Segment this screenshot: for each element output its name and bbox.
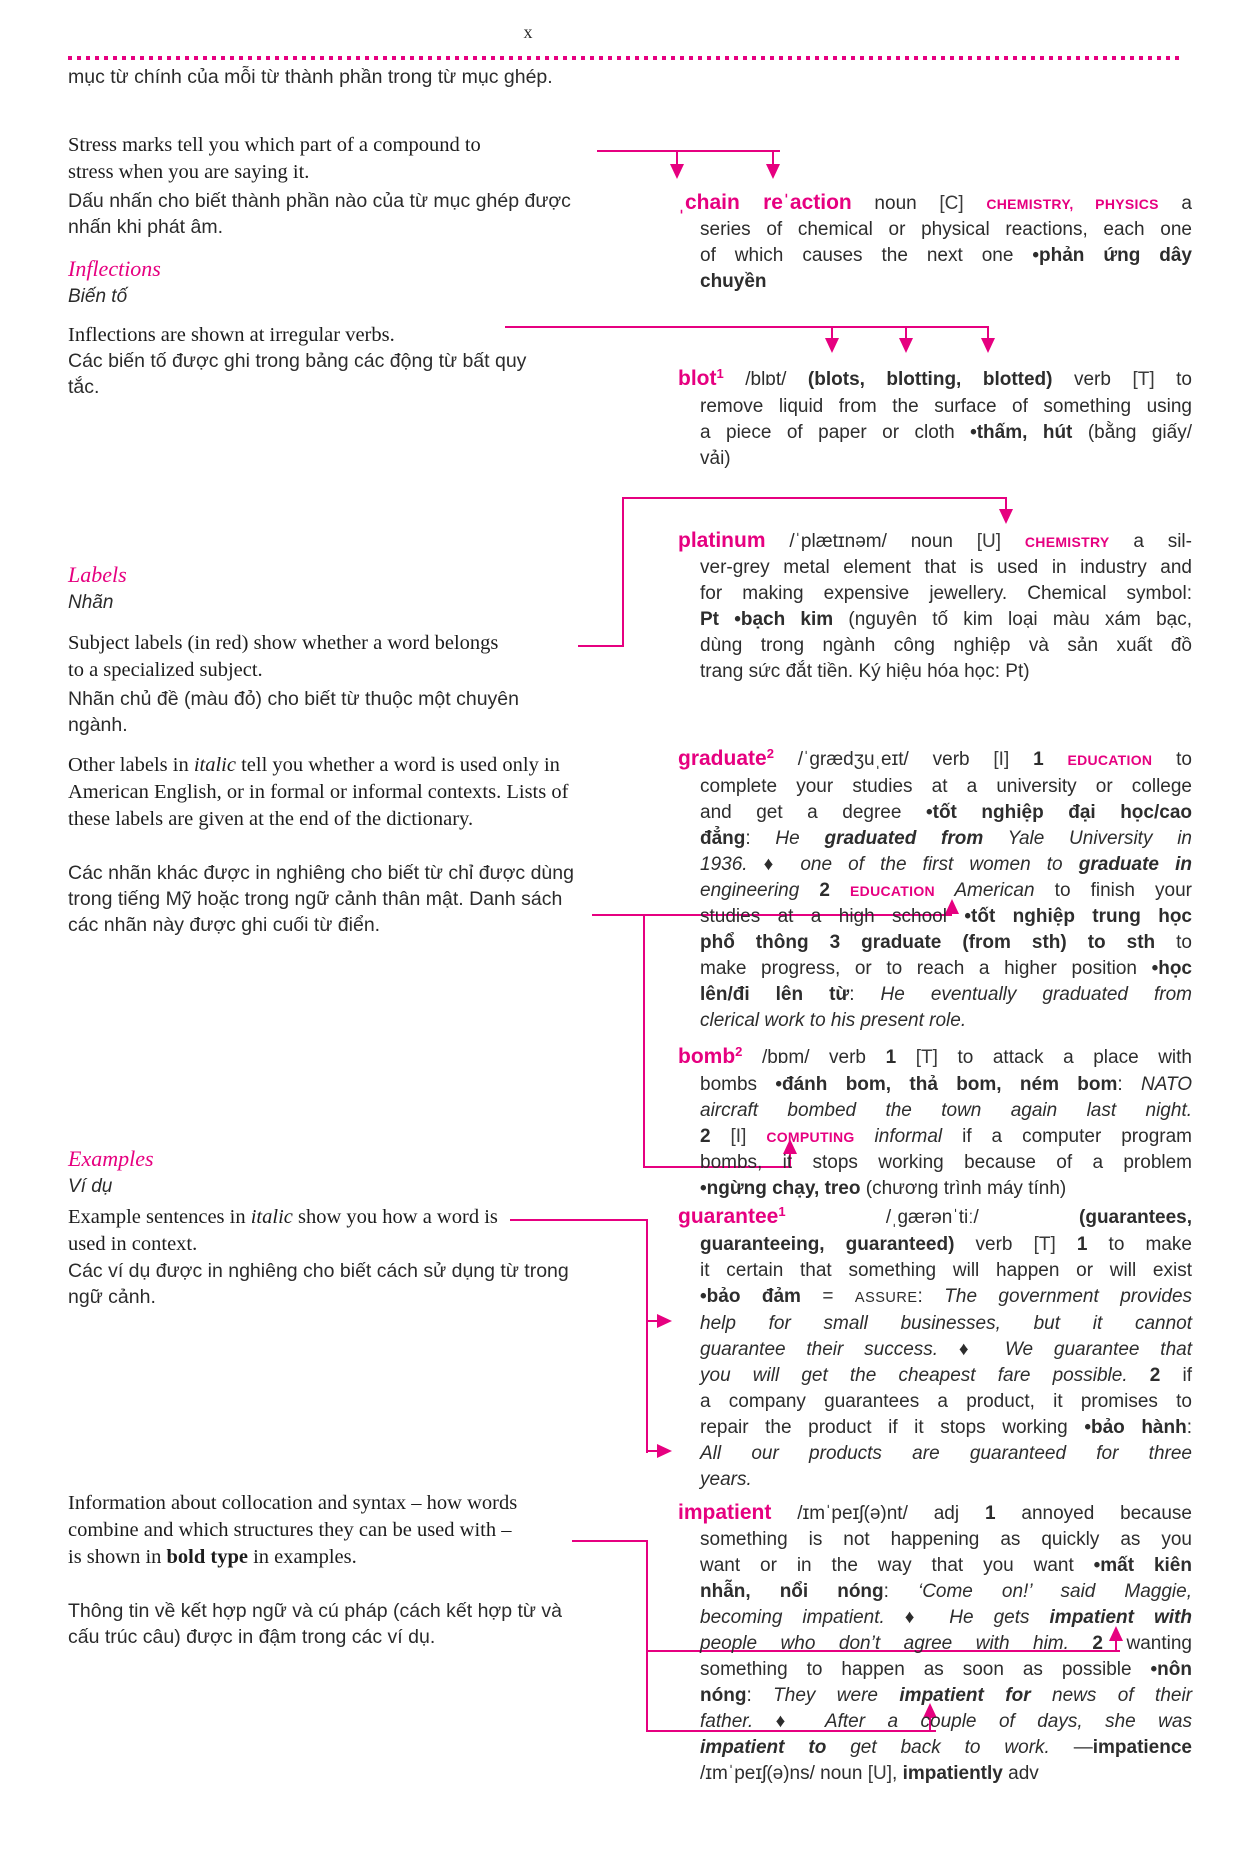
note-collocation-en: Information about collocation and syntax – how words combine and which structures they can be used with – is shown in bold type in examples. (68, 1492, 518, 1568)
arrow-down-icon (899, 338, 913, 353)
section-heading-labels-vi: Nhãn (68, 592, 114, 613)
connector-line (505, 326, 989, 328)
arrow-down-icon (999, 509, 1013, 524)
arrow-down-icon (825, 338, 839, 353)
connector-line (646, 1219, 648, 1453)
entry-impatient: impatient /ɪmˈpeɪʃ(ə)nt/ adj 1 annoyed because something is not happening as quickly as you want or in the way that you want •mất kiên nhẫn, nổi nóng: ‘Come on!’ said Maggie, becoming impatient. ♦ He gets impatient with people who don’t agree with him. 2 wanting something to happen as soon as possible •nôn nóng: They were impatient for news of their father. ♦ After a couple of days, she was impatient to get back to work. —impatience /ɪmˈpeɪʃ(ə)ns/ noun [U], impatiently adv (678, 1501, 1193, 1784)
note-inflections-vi: Các biến tố được ghi trong bảng các động từ bất quy tắc. (68, 350, 527, 398)
section-heading-examples: Examples (68, 1146, 154, 1171)
connector-line (597, 150, 780, 152)
entry-guarantee: guarantee$^1$ /ˌgærənˈtiː/ (guarantees, guaranteeing, guaranteed) verb [T] 1 to make it certain that something will happen or will exist •bảo đảm = ASSURE: The government provides help for small businesses, but it cannot guarantee their success. ♦ We guarantee that you will get the cheapest fare possible. 2 if a company guarantees a product, it promises to repair the product if it stops working •bảo hành: All our products are guaranteed for three years. (678, 1204, 1193, 1490)
connector-line (643, 914, 645, 1168)
connector-line (578, 645, 624, 647)
connector-line (622, 497, 624, 647)
entry-graduate: graduate$^2$ /ˈgrædʒuˌeɪt/ verb [I] 1 EDUCATION to complete your studies at a university or college and get a degree •tốt nghiệp đại học/cao đẳng: He graduated from Yale University in 1936. ♦ one of the first women to graduate in engineering 2 EDUCATION American to finish your studies at a high school •tốt nghiệp trung học phổ thông 3 graduate (from sth) to sth to make progress, or to reach a higher position •học lên/đi lên từ: He eventually graduated from clerical work to his present role. (678, 746, 1192, 1031)
note-examples-vi: Các ví dụ được in nghiêng cho biết cách sử dụng từ trong ngữ cảnh. (68, 1260, 569, 1308)
section-heading-examples-vi: Ví dụ (68, 1176, 113, 1197)
page-number: x (523, 22, 533, 42)
section-heading-inflections: Inflections (68, 256, 161, 281)
entry-blot: blot$^1$ /blɒt/ (blots, blotting, blotted) verb [T] to remove liquid from the surface of something using a piece of paper or cloth •thấm, hút (bằng giấy/ vải) (678, 366, 1192, 469)
note-collocation-vi: Thông tin về kết hợp ngữ và cú pháp (cách kết hợp từ và cấu trúc câu) được in đậm trong các ví dụ. (68, 1600, 562, 1648)
note-stress-vi: Dấu nhấn cho biết thành phần nào của từ mục ghép được nhấn khi phát âm. (68, 190, 571, 238)
arrow-down-icon (766, 164, 780, 179)
arrow-down-icon (670, 164, 684, 179)
entry-bomb: bomb$^2$ /bɒm/ verb 1 [T] to attack a place with bombs •đánh bom, thả bom, ném bom: NATO aircraft bombed the town again last night. 2 [I] COMPUTING informal if a computer program bombs, it stops working because of a problem •ngừng chạy, treo (chương trình máy tính) (678, 1044, 1192, 1199)
section-heading-inflections-vi: Biến tố (68, 286, 128, 307)
section-heading-labels: Labels (68, 562, 127, 587)
note-inflections-en: Inflections are shown at irregular verbs. (68, 324, 395, 346)
note-subject-labels-vi: Nhãn chủ đề (màu đỏ) cho biết từ thuộc một chuyên ngành. (68, 688, 519, 736)
connector-line (572, 1540, 648, 1542)
entry-chain-reaction: ˌchain reˈaction noun [C] CHEMISTRY, PHYSICS a series of chemical or physical reactions, each one of which causes the next one •phản ứng dây chuyền (678, 191, 1192, 292)
note-other-labels-vi: Các nhãn khác được in nghiêng cho biết từ chỉ được dùng trong tiếng Mỹ hoặc trong ngữ cảnh thân mật. Danh sách các nhãn này được ghi cuối từ điển. (68, 862, 574, 936)
connector-line (646, 1540, 648, 1732)
note-examples-en: Example sentences in italic show you how a word is used in context. (68, 1206, 498, 1255)
note-subject-labels-en: Subject labels (in red) show whether a word belongs to a specialized subject. (68, 632, 499, 681)
connector-line (510, 1219, 648, 1221)
note-headword-vi: mục từ chính của mỗi từ thành phần trong từ mục ghép. (68, 66, 553, 88)
note-other-labels-en: Other labels in italic tell you whether a word is used only in American English, or in formal or informal contexts. Lists of these labels are given at the end of the dictionary. (68, 754, 569, 830)
arrow-down-icon (981, 338, 995, 353)
arrow-right-icon (657, 1314, 672, 1328)
arrow-right-icon (657, 1444, 672, 1458)
dotted-divider (68, 56, 1183, 60)
connector-line (622, 497, 1007, 499)
note-stress-en: Stress marks tell you which part of a compound to stress when you are saying it. (68, 134, 481, 183)
entry-platinum: platinum /ˈplætɪnəm/ noun [U] CHEMISTRY a sil- ver-grey metal element that is used in industry and for making expensive jewellery. Chemical symbol: Pt •bạch kim (nguyên tố kim loại màu xám bạc, dùng trong ngành công nghiệp và sản xuất đồ trang sức đắt tiền. Ký hiệu hóa học: Pt) (678, 529, 1192, 682)
